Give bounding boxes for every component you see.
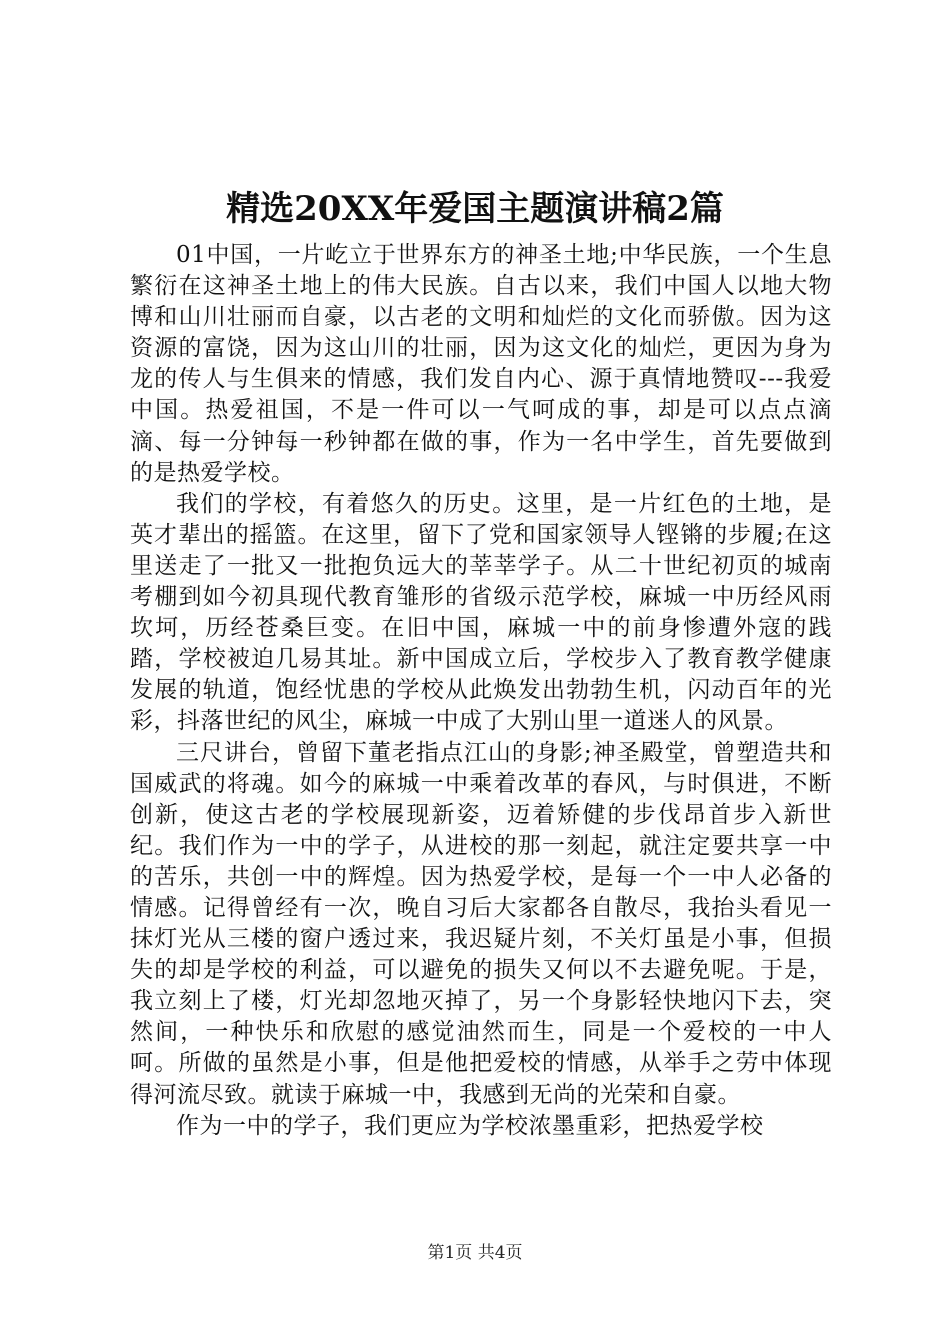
paragraph-1: 01中国，一片屹立于世界东方的神圣土地;中华民族，一个生息繁衍在这神圣土地上的伟大民族。自古以来，我们中国人以地大物博和山川壮丽而自豪，以古老的文明和灿烂的文化而骄傲。因为这资源的富饶，因为这山川的壮丽，因为这文化的灿烂，更因为身为龙的传人与生俱来的情感，我们发自内心、源于真情地赞叹---我爱中国。热爱祖国，不是一件可以一气呵成的事，却是可以点点滴滴、每一分钟每一秒钟都在做的事，作为一名中学生，首先要做到的是热爱学校。 [130,242,832,486]
paragraph-3: 三尺讲台，曾留下董老指点江山的身影;神圣殿堂，曾塑造共和国威武的将魂。如今的麻城一中乘着改革的春风，与时俱进，不断创新，使这古老的学校展现新姿，迈着矫健的步伐昂首步入新世纪。我们作为一中的学子，从进校的那一刻起，就注定要共享一中的苦乐，共创一中的辉煌。因为热爱学校，是每一个一中人必备的情感。记得曾经有一次，晚自习后大家都各自散尽，我抬头看见一抹灯光从三楼的窗户透过来，我迟疑片刻，不关灯虽是小事，但损失的却是学校的利益，可以避免的损失又何以不去避免呢。于是，我立刻上了楼，灯光却忽地灭掉了，另一个身影轻快地闪下去，突然间，一种快乐和欣慰的感觉油然而生，同是一个爱校的一中人呵。所做的虽然是小事，但是他把爱校的情感，从举手之劳中体现得河流尽致。就读于麻城一中，我感到无尚的光荣和自豪。 [130,739,832,1108]
paragraph-4: 作为一中的学子，我们更应为学校浓墨重彩，把热爱学校 [176,1112,764,1139]
document-title: 精选20XX年爱国主题演讲稿2篇 [226,189,724,229]
document-body [130,240,832,1142]
page-footer: 第1页 共4页 [427,1243,523,1263]
paragraph-2: 我们的学校，有着悠久的历史。这里，是一片红色的土地，是英才辈出的摇篮。在这里，留下了党和国家领导人铿锵的步履;在这里送走了一批又一批抱负远大的莘莘学子。从二十世纪初页的城南考棚到如今初具现代教育雏形的省级示范学校，麻城一中历经风雨坎坷，历经苍桑巨变。在旧中国，麻城一中的前身惨遭外寇的践踏，学校被迫几易其址。新中国成立后，学校步入了教育教学健康发展的轨道，饱经忧患的学校从此焕发出勃勃生机，闪动百年的光彩，抖落世纪的风尘，麻城一中成了大别山里一道迷人的风景。 [130,490,832,735]
